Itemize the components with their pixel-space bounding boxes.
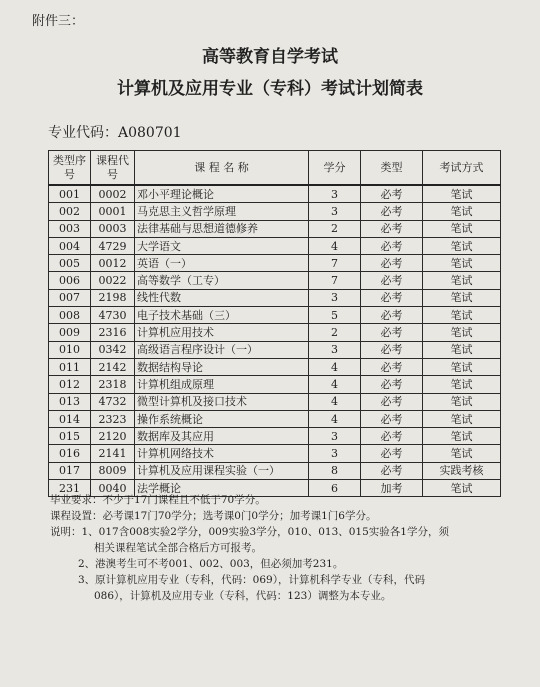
note-1-continued: 相关课程笔试全部合格后方可报考。 [94,542,262,554]
cell-course-code: 4730 [91,307,135,324]
cell-exam-method: 笔试 [423,358,501,375]
major-code: 专业代码：A080701 [48,125,182,141]
cell-course-name: 操作系统概论 [135,410,309,427]
cell-credit: 4 [309,393,361,410]
cell-credit: 3 [309,289,361,306]
table-row [49,203,501,220]
cell-seq: 231 [49,480,91,497]
cell-exam-method: 笔试 [423,376,501,393]
cell-type: 加考 [361,480,423,497]
table-row [49,462,501,479]
cell-course-code: 0022 [91,272,135,289]
table-row [49,307,501,324]
cell-type: 必考 [361,289,423,306]
cell-exam-method: 笔试 [423,307,501,324]
cell-type: 必考 [361,462,423,479]
note-2: 2、港澳考生可不考001、002、003，但必须加考231。 [78,558,344,570]
cell-course-code: 0003 [91,220,135,237]
cell-exam-method: 笔试 [423,445,501,462]
table-row [49,237,501,254]
cell-course-code: 2141 [91,445,135,462]
cell-exam-method: 笔试 [423,237,501,254]
cell-seq: 008 [49,307,91,324]
cell-type: 必考 [361,445,423,462]
cell-course-name: 计算机网络技术 [135,445,309,462]
cell-seq: 017 [49,462,91,479]
cell-type: 必考 [361,272,423,289]
cell-course-name: 线性代数 [135,289,309,306]
cell-course-code: 2120 [91,428,135,445]
cell-course-name: 法律基础与思想道德修养 [135,220,309,237]
cell-credit: 8 [309,462,361,479]
cell-exam-method: 笔试 [423,203,501,220]
cell-course-name: 高等数学（工专） [135,272,309,289]
cell-exam-method: 笔试 [423,324,501,341]
cell-credit: 6 [309,480,361,497]
graduation-requirement: 毕业要求：不少于17门课程且不低于70学分。 [50,494,266,506]
cell-exam-method: 笔试 [423,220,501,237]
table-row [49,393,501,410]
cell-exam-method: 笔试 [423,393,501,410]
table-row [49,376,501,393]
cell-credit: 4 [309,237,361,254]
cell-type: 必考 [361,307,423,324]
cell-course-code: 2198 [91,289,135,306]
note-1: 说明：1、017含008实验2学分，009实验3学分，010、013、015实验各1学分，须 [50,526,449,538]
cell-type: 必考 [361,428,423,445]
cell-course-name: 计算机组成原理 [135,376,309,393]
cell-type: 必考 [361,255,423,272]
table-row [49,410,501,427]
cell-type: 必考 [361,358,423,375]
table-row [49,358,501,375]
cell-course-name: 微型计算机及接口技术 [135,393,309,410]
column-header-type: 类型 [361,151,423,186]
cell-seq: 014 [49,410,91,427]
cell-exam-method: 笔试 [423,289,501,306]
cell-seq: 006 [49,272,91,289]
cell-course-name: 马克思主义哲学原理 [135,203,309,220]
cell-credit: 2 [309,324,361,341]
cell-credit: 3 [309,428,361,445]
cell-seq: 012 [49,376,91,393]
cell-type: 必考 [361,410,423,427]
cell-type: 必考 [361,393,423,410]
cell-exam-method: 实践考核 [423,462,501,479]
column-header-exam-method: 考试方式 [423,151,501,186]
cell-seq: 003 [49,220,91,237]
cell-course-code: 0342 [91,341,135,358]
cell-course-code: 0012 [91,255,135,272]
cell-seq: 009 [49,324,91,341]
table-row [49,220,501,237]
column-header-seq: 类型序号 [49,151,91,186]
cell-credit: 5 [309,307,361,324]
cell-credit: 4 [309,358,361,375]
cell-course-code: 8009 [91,462,135,479]
cell-course-name: 高级语言程序设计（一） [135,341,309,358]
table-row [49,289,501,306]
cell-exam-method: 笔试 [423,341,501,358]
cell-course-code: 2316 [91,324,135,341]
cell-exam-method: 笔试 [423,185,501,203]
cell-type: 必考 [361,203,423,220]
cell-course-name: 英语（一） [135,255,309,272]
table-row [49,324,501,341]
table-row [49,272,501,289]
cell-credit: 3 [309,445,361,462]
table-row [49,445,501,462]
cell-seq: 001 [49,185,91,203]
cell-credit: 2 [309,220,361,237]
table-row [49,341,501,358]
cell-course-code: 2142 [91,358,135,375]
cell-exam-method: 笔试 [423,428,501,445]
column-header-code: 课程代号 [91,151,135,186]
cell-credit: 3 [309,203,361,220]
table-row [49,428,501,445]
cell-seq: 002 [49,203,91,220]
cell-course-name: 计算机及应用课程实验（一） [135,462,309,479]
cell-credit: 3 [309,341,361,358]
table-row [49,255,501,272]
cell-course-code: 0002 [91,185,135,203]
cell-exam-method: 笔试 [423,255,501,272]
cell-course-code: 2323 [91,410,135,427]
note-3: 3、原计算机应用专业（专科，代码：069），计算机科学专业（专科，代码 [78,574,425,586]
cell-type: 必考 [361,185,423,203]
cell-course-code: 2318 [91,376,135,393]
cell-seq: 010 [49,341,91,358]
cell-course-name: 邓小平理论概论 [135,185,309,203]
cell-course-code: 0001 [91,203,135,220]
cell-credit: 4 [309,376,361,393]
cell-type: 必考 [361,376,423,393]
cell-exam-method: 笔试 [423,410,501,427]
document-title: 高等教育自学考试 [202,47,338,67]
cell-course-name: 大学语文 [135,237,309,254]
cell-exam-method: 笔试 [423,272,501,289]
notes-section [50,492,510,604]
cell-type: 必考 [361,220,423,237]
cell-seq: 013 [49,393,91,410]
cell-course-name: 法学概论 [135,480,309,497]
cell-credit: 3 [309,185,361,203]
cell-course-code: 4729 [91,237,135,254]
cell-credit: 4 [309,410,361,427]
document-subtitle: 计算机及应用专业（专科）考试计划简表 [117,79,423,99]
table-header-row [49,151,501,186]
cell-course-name: 数据结构导论 [135,358,309,375]
exam-plan-table [48,150,501,497]
cell-course-code: 4732 [91,393,135,410]
note-3-continued: 086），计算机及应用专业（专科，代码：123）调整为本专业。 [94,590,392,602]
cell-seq: 011 [49,358,91,375]
cell-exam-method: 笔试 [423,480,501,497]
cell-credit: 7 [309,255,361,272]
cell-seq: 005 [49,255,91,272]
cell-course-name: 计算机应用技术 [135,324,309,341]
cell-credit: 7 [309,272,361,289]
course-setting: 课程设置：必考课17门70学分；选考课0门0学分；加考课1门6学分。 [50,510,377,522]
cell-seq: 004 [49,237,91,254]
cell-type: 必考 [361,324,423,341]
cell-type: 必考 [361,237,423,254]
column-header-course-name: 课 程 名 称 [135,151,309,186]
attachment-label: 附件三： [32,14,85,29]
table-row [49,185,501,203]
cell-course-code: 0040 [91,480,135,497]
column-header-credit: 学分 [309,151,361,186]
cell-seq: 015 [49,428,91,445]
cell-seq: 016 [49,445,91,462]
cell-course-name: 电子技术基础（三） [135,307,309,324]
cell-seq: 007 [49,289,91,306]
cell-type: 必考 [361,341,423,358]
cell-course-name: 数据库及其应用 [135,428,309,445]
